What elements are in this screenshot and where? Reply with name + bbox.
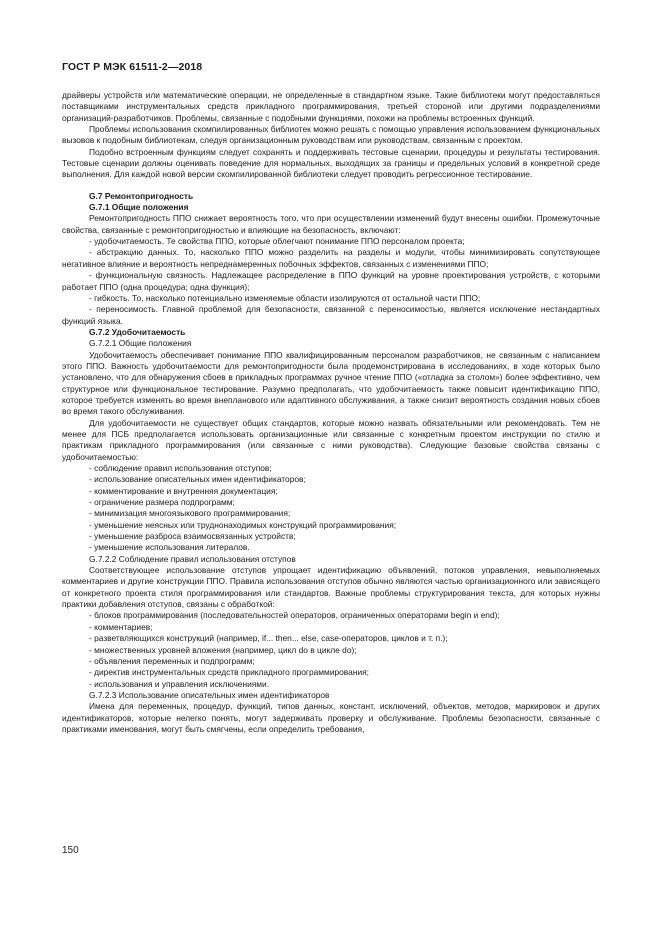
list-item: - использование описательных имен идентификаторов; [89, 474, 306, 485]
list-item: - разветвляющихся конструкций (например, if... then... else, case-операторов, циклов и т. п.); [89, 633, 448, 644]
list-item: - уменьшение использования литералов. [89, 542, 250, 553]
paragraph: Удобочитаемость обеспечивает понимание ППО квалифицированным персоналом разработчиков, не связанным с написанием этого ППО. Важность удобочитаемости для ремонтопригодности была продемонстрирована в исследованиях, в ходе которых было установлено, что для обнаружения сбоев в прикладных программах ручное чтение ППО («отладка за столом») более эффективно, чем структурное или функциональное тестирование. Разумно предполагать, что удобочитаемость также повысит идентификацию ППО, которое требуется изменять во время внепланового или адаптивного обслуживания, а также снизит вероятность создания новых сбоев во время такого обслуживания. [62, 349, 600, 417]
paragraph: Ремонтопригодность ППО снижает вероятность того, что при осуществлении изменений будут внесены ошибки. Промежуточные свойства, связанные с ремонтопригодностью и влияющие на безопасность, включают: [62, 213, 600, 235]
paragraph: Подобно встроенным функциям следует сохранять и поддерживать тестовые сценарии, процедуры и результаты тестирования. Тестовые сценарии должны оценивать поведение для нормальных, выходящих за границы и предельных условий в конкретной среде выполнения. Для каждой новой версии скомпилированной библиотеки следует проводить регрессионное тестирование. [62, 146, 600, 180]
list-item: - комментариев; [89, 621, 153, 632]
list-item: - абстракцию данных. То, насколько ППО можно разделить на разделы и модули, чтобы минимизировать сопутствующее негативное влияние и вероятность непреднамеренных побочных эффектов, связанных с изменениями ППО; [62, 247, 600, 269]
list-item: - блоков программирования (последовательностей операторов, ограниченных операторами begin и end); [89, 610, 500, 621]
page-number: 150 [62, 845, 79, 856]
list-item: - множественных уровней вложения (например, цикл do в цикле do); [89, 644, 357, 655]
list-item: - использования и управления исключениями. [89, 678, 270, 689]
paragraph: G.7.2.3 Использование описательных имен идентификаторов [89, 689, 330, 700]
paragraph: Имена для переменных, процедур, функций, типов данных, констант, исключений, объектов, методов, маркировок и других идентификаторов, которые нелегко понять, могут задерживать проверку и обслуживание. Проблемы безопасности, связанные с практиками именования, могут быть смягчены, если определить требования, [62, 701, 600, 734]
list-item: - ограничение размера подпрограмм; [89, 497, 235, 508]
paragraph: G.7.2.1 Общие положения [89, 338, 192, 349]
list-item: - комментирование и внутренняя документация; [89, 485, 278, 496]
list-item: - объявления переменных и подпрограмм; [89, 655, 255, 666]
list-item: - уменьшение разброса взаимосвязанных устройств; [89, 531, 296, 542]
list-item: - функциональную связность. Надлежащее распределение в ППО функций на уровне проектирования устройств, с которыми работает ППО (одна процедура; одна функция); [62, 270, 600, 292]
paragraph: Для удобочитаемости не существует общих стандартов, которые можно назвать обязательными или рекомендовать. Тем не менее для ПСБ предполагается использовать организационные или связанные с конкретным проектом инструкции по стилю и практикам прикладного программирования (или связанные с ними руководства). Следующие базовые свойства связаны с удобочитаемостью: [62, 417, 600, 462]
subsection-heading: G.7.2 Удобочитаемость [89, 326, 186, 337]
list-item: - переносимость. Главной проблемой для безопасности, связанной с переносимостью, является исключение нестандартных функций языка. [62, 304, 600, 326]
section-heading: G.7 Ремонтопригодность [89, 190, 194, 201]
document-body [62, 90, 600, 735]
list-item: - гибкость. То, насколько потенциально изменяемые области изолируются от остальной части ППО; [89, 292, 481, 303]
document-header: ГОСТ Р МЭК 61511-2—2018 [62, 61, 203, 73]
list-item: - соблюдение правил использования отступов; [89, 463, 272, 473]
paragraph: Проблемы использования скомпилированных библиотек можно решать с помощью управления использованием функциональных вызовов к подобным библиотекам, следуя организационным руководствам или руководствам, связанным с проектом. [62, 124, 600, 146]
paragraph: G.7.2.2 Соблюдение правил использования отступов [89, 553, 296, 564]
list-item: - удобочитаемость. Те свойства ППО, которые облегчают понимание ППО персоналом проекта; [89, 236, 465, 247]
list-item: - директив инструментальных средств прикладного программирования; [89, 667, 369, 678]
list-item: - уменьшение неясных или труднонаходимых конструкций программирования; [89, 519, 397, 530]
list-item: - минимизация многоязыкового программирования; [89, 508, 291, 519]
subsection-heading: G.7.1 Общие положения [89, 202, 189, 213]
paragraph: Соответствующее использование отступов упрощает идентификацию объявлений, потоков управления, невыполняемых комментариев и другие конструкции ППО. Правила использования отступов обычно являются частью организационного или зависящего от конкретного проекта стиля программирования или стандартов. Важные проблемы структурирования текста, для которых нужны практики добавления отступов, связаны с обработкой: [62, 565, 600, 610]
paragraph: драйверы устройств или математические операции, не определенные в стандартном языке. Такие библиотеки могут предоставляться поставщиками инструментальных средств прикладного программирования, третьей стороной или другими подразделениями организаций-разработчиков. Проблемы, связанные с подобными функциями, похожи на проблемы встроенных функций. [62, 90, 600, 123]
